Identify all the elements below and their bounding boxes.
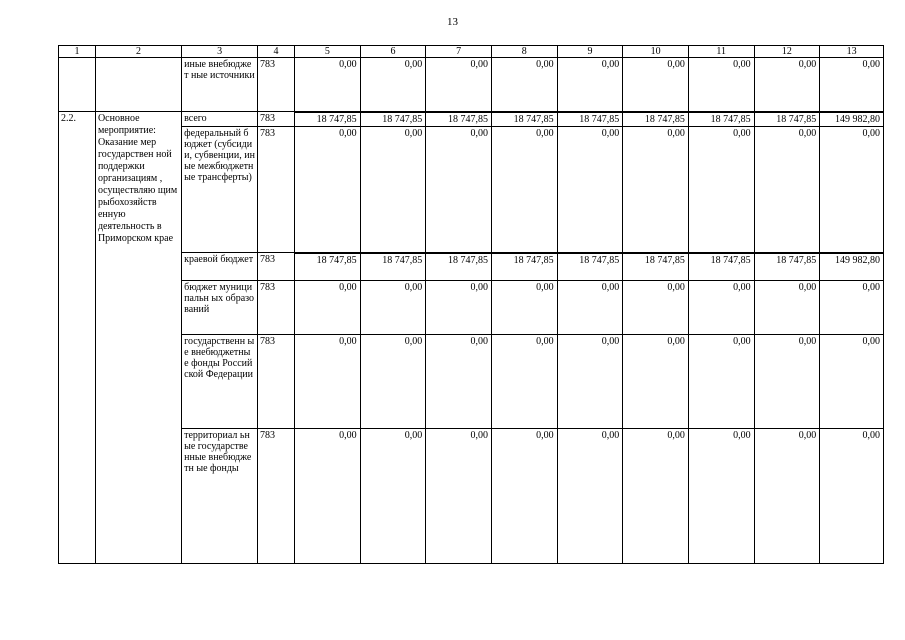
value-cell: 0,00 bbox=[491, 281, 557, 335]
value-cell: 0,00 bbox=[820, 335, 884, 429]
value-cell: 0,00 bbox=[820, 429, 884, 564]
value-cell: 18 747,85 bbox=[360, 253, 426, 281]
value-cell: 0,00 bbox=[754, 58, 820, 112]
value-cell: 149 982,80 bbox=[820, 112, 884, 127]
value-cell: 18 747,85 bbox=[360, 112, 426, 127]
value-cell: 149 982,80 bbox=[820, 253, 884, 281]
value-cell: 0,00 bbox=[426, 281, 492, 335]
value-cell: 0,00 bbox=[360, 281, 426, 335]
header-cell: 5 bbox=[294, 46, 360, 58]
header-cell: 10 bbox=[623, 46, 689, 58]
value-cell: 18 747,85 bbox=[557, 253, 623, 281]
code-cell: 783 bbox=[258, 127, 295, 253]
value-cell: 0,00 bbox=[360, 429, 426, 564]
value-cell: 0,00 bbox=[688, 429, 754, 564]
header-cell: 2 bbox=[95, 46, 181, 58]
header-cell: 12 bbox=[754, 46, 820, 58]
table-row bbox=[59, 127, 884, 253]
value-cell: 0,00 bbox=[557, 127, 623, 253]
budget-table bbox=[58, 45, 884, 564]
value-cell: 0,00 bbox=[623, 281, 689, 335]
value-cell: 0,00 bbox=[688, 127, 754, 253]
value-cell: 0,00 bbox=[426, 429, 492, 564]
empty-cell bbox=[95, 58, 181, 112]
value-cell: 18 747,85 bbox=[426, 112, 492, 127]
empty-cell bbox=[59, 58, 96, 112]
funding-source: бюджет муниципальн ых образований bbox=[182, 281, 258, 335]
header-cell: 8 bbox=[491, 46, 557, 58]
value-cell: 0,00 bbox=[360, 335, 426, 429]
value-cell: 0,00 bbox=[491, 429, 557, 564]
value-cell: 0,00 bbox=[294, 335, 360, 429]
code-cell: 783 bbox=[258, 335, 295, 429]
funding-source: краевой бюджет bbox=[182, 253, 258, 281]
value-cell: 18 747,85 bbox=[426, 253, 492, 281]
value-cell: 0,00 bbox=[557, 58, 623, 112]
funding-source: федеральный бюджет (субсидии, субвенции, иные межбюджетн ые трансферты) bbox=[182, 127, 258, 253]
value-cell: 0,00 bbox=[360, 127, 426, 253]
table-row bbox=[59, 335, 884, 429]
value-cell: 0,00 bbox=[491, 58, 557, 112]
value-cell: 0,00 bbox=[426, 335, 492, 429]
header-cell: 13 bbox=[820, 46, 884, 58]
funding-source: иные внебюджет ные источники bbox=[182, 58, 258, 112]
value-cell: 0,00 bbox=[688, 58, 754, 112]
value-cell: 0,00 bbox=[754, 335, 820, 429]
header-cell: 3 bbox=[182, 46, 258, 58]
value-cell: 0,00 bbox=[294, 58, 360, 112]
value-cell: 0,00 bbox=[688, 281, 754, 335]
table-row bbox=[59, 429, 884, 564]
table-row bbox=[59, 253, 884, 281]
activity-number: 2.2. bbox=[59, 112, 96, 564]
header-cell: 1 bbox=[59, 46, 96, 58]
activity-name: Основное мероприятие: Оказание мер государствен ной поддержки организациям , осуществляю щим рыбохозяйств енную деятельность в Приморском крае bbox=[95, 112, 181, 564]
header-row bbox=[59, 46, 884, 58]
value-cell: 18 747,85 bbox=[688, 253, 754, 281]
code-cell: 783 bbox=[258, 429, 295, 564]
value-cell: 0,00 bbox=[754, 281, 820, 335]
header-cell: 9 bbox=[557, 46, 623, 58]
value-cell: 0,00 bbox=[294, 281, 360, 335]
code-cell: 783 bbox=[258, 112, 295, 127]
value-cell: 0,00 bbox=[623, 429, 689, 564]
value-cell: 0,00 bbox=[820, 281, 884, 335]
value-cell: 0,00 bbox=[623, 335, 689, 429]
value-cell: 0,00 bbox=[688, 335, 754, 429]
value-cell: 18 747,85 bbox=[754, 253, 820, 281]
header-cell: 6 bbox=[360, 46, 426, 58]
value-cell: 0,00 bbox=[360, 58, 426, 112]
value-cell: 18 747,85 bbox=[557, 112, 623, 127]
value-cell: 18 747,85 bbox=[623, 112, 689, 127]
value-cell: 0,00 bbox=[426, 58, 492, 112]
value-cell: 0,00 bbox=[754, 127, 820, 253]
value-cell: 18 747,85 bbox=[688, 112, 754, 127]
value-cell: 0,00 bbox=[491, 127, 557, 253]
value-cell: 0,00 bbox=[294, 429, 360, 564]
value-cell: 0,00 bbox=[491, 335, 557, 429]
value-cell: 0,00 bbox=[623, 127, 689, 253]
header-cell: 7 bbox=[426, 46, 492, 58]
page-number: 13 bbox=[447, 16, 458, 28]
table-row bbox=[59, 58, 884, 112]
header-cell: 11 bbox=[688, 46, 754, 58]
value-cell: 0,00 bbox=[294, 127, 360, 253]
value-cell: 18 747,85 bbox=[491, 253, 557, 281]
value-cell: 0,00 bbox=[557, 429, 623, 564]
table-row bbox=[59, 112, 884, 127]
value-cell: 18 747,85 bbox=[294, 112, 360, 127]
value-cell: 18 747,85 bbox=[754, 112, 820, 127]
value-cell: 0,00 bbox=[426, 127, 492, 253]
funding-source: государственн ые внебюджетны е фонды Российской Федерации bbox=[182, 335, 258, 429]
funding-source: территориал ьные государстве нные внебюджетн ые фонды bbox=[182, 429, 258, 564]
code-cell: 783 bbox=[258, 58, 295, 112]
funding-source: всего bbox=[182, 112, 258, 127]
value-cell: 18 747,85 bbox=[623, 253, 689, 281]
header-cell: 4 bbox=[258, 46, 295, 58]
value-cell: 0,00 bbox=[623, 58, 689, 112]
value-cell: 0,00 bbox=[754, 429, 820, 564]
value-cell: 18 747,85 bbox=[294, 253, 360, 281]
value-cell: 0,00 bbox=[820, 58, 884, 112]
table-row bbox=[59, 281, 884, 335]
value-cell: 0,00 bbox=[557, 281, 623, 335]
value-cell: 18 747,85 bbox=[491, 112, 557, 127]
code-cell: 783 bbox=[258, 281, 295, 335]
code-cell: 783 bbox=[258, 253, 295, 281]
value-cell: 0,00 bbox=[820, 127, 884, 253]
value-cell: 0,00 bbox=[557, 335, 623, 429]
